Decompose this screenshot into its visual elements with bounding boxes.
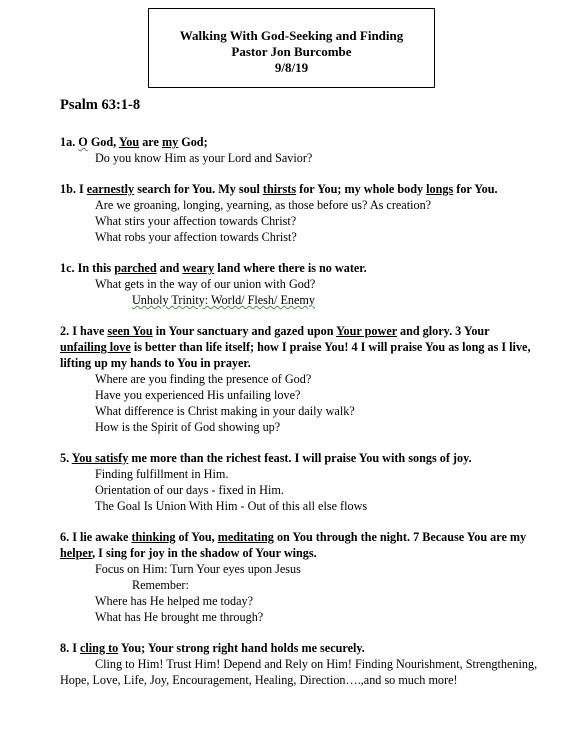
- sermon-notes: [60, 134, 538, 688]
- question: What gets in the way of our union with God?: [95, 277, 316, 291]
- verse-6-7: 6. I lie awake thinking of You, meditating on You through the night. 7 Because You are my helper, I sing for joy in the shadow of Your wings.: [60, 530, 527, 560]
- question: Have you experienced His unfailing love?: [95, 388, 301, 402]
- question: Where has He helped me today?: [95, 594, 254, 608]
- passage-title: Psalm 63:1-8: [60, 97, 141, 113]
- question: Where are you finding the presence of God?: [95, 372, 312, 386]
- pastor-name: Pastor Jon Burcombe: [231, 44, 352, 59]
- note: Focus on Him: Turn Your eyes upon Jesus: [95, 562, 301, 576]
- section-2: [60, 323, 538, 435]
- question: Do you know Him as your Lord and Savior?: [95, 151, 313, 165]
- note: The Goal Is Union With Him - Out of this all else flows: [95, 499, 368, 513]
- sermon-date: 9/8/19: [274, 60, 309, 75]
- question: What has He brought me through?: [95, 610, 264, 624]
- question: What stirs your affection towards Christ?: [95, 214, 297, 228]
- verse-1b: 1b. I earnestly search for You. My soul thirsts for You; my whole body longs for You.: [60, 182, 498, 196]
- verse-1a: 1a. O God, You are my God;: [60, 135, 208, 149]
- section-6: [60, 529, 538, 625]
- header-box: [148, 8, 435, 88]
- question: Are we groaning, longing, yearning, as those before us? As creation?: [95, 198, 432, 212]
- sermon-title: Walking With God-Seeking and Finding: [179, 28, 404, 43]
- closing-paragraph: Cling to Him! Trust Him! Depend and Rely on Him! Finding Nourishment, Strengthening, Hope, Love, Life, Joy, Encouragement, Healing, Direction….,and so much more!: [60, 657, 538, 687]
- verse-1c: 1c. In this parched and weary land where there is no water.: [60, 261, 367, 275]
- section-1b: [60, 181, 538, 245]
- verse-8: 8. I cling to You; Your strong right hand holds me securely.: [60, 641, 365, 655]
- note: Finding fulfillment in Him.: [95, 467, 229, 481]
- verse-5: 5. You satisfy me more than the richest feast. I will praise You with songs of joy.: [60, 451, 472, 465]
- note: Orientation of our days - fixed in Him.: [95, 483, 284, 497]
- section-8: [60, 640, 538, 688]
- verse-2-4: 2. I have seen You in Your sanctuary and gazed upon Your power and glory. 3 Your unfailing love is better than life itself; how I praise You! 4 I will praise You as long as I live, lifting up my hands to You in prayer.: [60, 324, 531, 370]
- question: What difference is Christ making in your daily walk?: [95, 404, 355, 418]
- question: How is the Spirit of God showing up?: [95, 420, 281, 434]
- question: What robs your affection towards Christ?: [95, 230, 297, 244]
- note: Remember:: [132, 578, 189, 592]
- section-5: [60, 450, 538, 514]
- section-1a: [60, 134, 538, 166]
- section-1c: [60, 260, 538, 308]
- unholy-trinity-note: Unholy Trinity: World/ Flesh/ Enemy: [132, 293, 315, 307]
